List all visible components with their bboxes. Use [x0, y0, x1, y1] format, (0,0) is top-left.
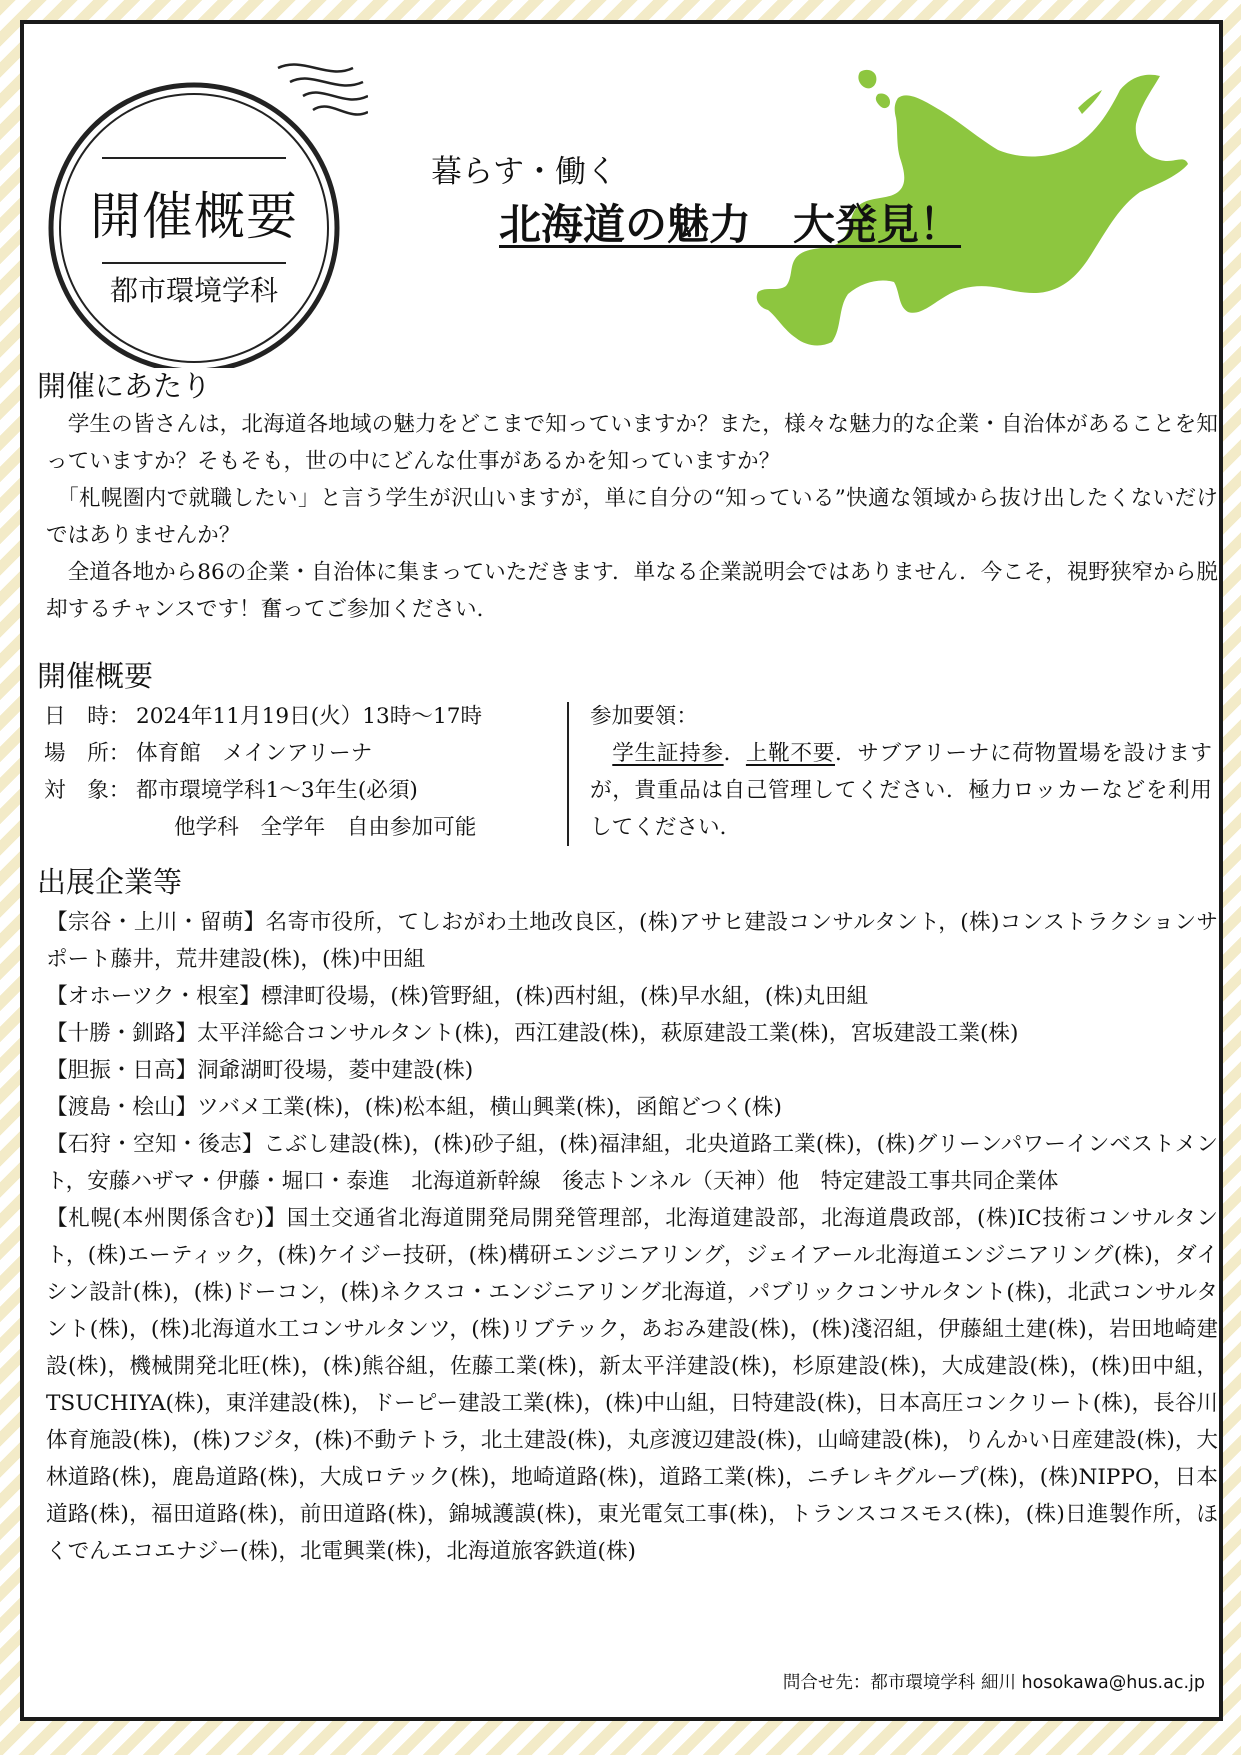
- overview-heading: 開催概要: [37, 659, 154, 693]
- participation-label: 参加要領：: [590, 704, 698, 729]
- company-list: 国土交通省北海道開発局開発管理部，北海道建設部，北海道農政部，(株)IC技術コンサルタント，(株)エーティック，(株)ケイジー技研，(株)構研エンジニアリング，ジェイアール北海道エンジニアリング(株)，ダイシン設計(株)，(株)ドーコン，(株)ネクスコ・エンジニアリング北海道，パブリックコンサルタント(株)，北武コンサルタント(株)，(株)北海道水工コンサルタンツ，(株)リブテック，あおみ建設(株)，(株)淺沼組，伊藤組土建(株)，岩田地崎建設(株)，機械開発北旺(株)，(株)熊谷組，佐藤工業(株)，新太平洋建設(株)，杉原建設(株)，大成建設(株)，(株)田中組，TSUCHIYA(株)，東洋建設(株)，ドーピー建設工業(株)，(株)中山組，日特建設(株)，日本高圧コンクリート(株)，長谷川体育施設(株)，(株)フジタ，(株)不動テトラ，北土建設(株)，丸彦渡辺建設(株)，山﨑建設(株)，りんかい日産建設(株)，大林道路(株)，鹿島道路(株)，大成ロテック(株)，地崎道路(株)，道路工業(株)，ニチレキグループ(株)，(株)NIPPO，日本道路(株)，福田道路(株)，前田道路(株)，錦城護謨(株)，東光電気工事(株)，トランスコスモス(株)，(株)日進製作所，ほくでんエコエナジー(株)，北電興業(株)，北海道旅客鉄道(株): [46, 1206, 1218, 1564]
- separator: ．: [723, 741, 746, 766]
- region-label: 【十勝・釧路】: [46, 1021, 198, 1046]
- region-label: 【宗谷・上川・留萌】: [46, 910, 266, 935]
- region-label: 【胆振・日高】: [46, 1058, 198, 1083]
- overview-row-value: 2024年11月19日(火）13時～17時: [136, 704, 483, 729]
- company-list: こぶし建設(株)，(株)砂子組，(株)福津組，北央道路工業(株)，(株)グリーンパワーインベストメント，安藤ハザマ・伊藤・堀口・泰進 北海道新幹線 後志トンネル（天神）他 特定建設工事共同企業体: [46, 1132, 1218, 1194]
- company-list: 太平洋総合コンサルタント(株)，西江建設(株)，萩原建設工業(株)，宮坂建設工業(株): [197, 1021, 1019, 1046]
- exhibitor-group: [46, 1200, 1218, 1570]
- intro-paragraph-text: 全道各地から86の企業・自治体に集まっていただきます．単なる企業説明会ではありません．今こそ，視野狭窄から脱却するチャンスです！奮ってご参加ください．: [46, 560, 1218, 622]
- overview-row-value: 都市環境学科1～3年生(必須): [136, 778, 418, 803]
- contact-info: 問合せ先：都市環境学科 細川 hosokawa@hus.ac.jp: [782, 1673, 1205, 1693]
- exhibitor-group: [46, 1089, 1218, 1126]
- no-indoor-shoes-note: 上靴不要: [745, 741, 835, 766]
- flyer: [20, 20, 1223, 1721]
- vertical-divider: [567, 702, 569, 846]
- exhibitor-group: [46, 904, 1218, 978]
- exhibitors-heading: 出展企業等: [37, 865, 183, 899]
- company-list: 標津町役場，(株)管野組，(株)西村組，(株)早水組，(株)丸田組: [260, 984, 869, 1009]
- region-label: 【石狩・空知・後志】: [46, 1132, 264, 1157]
- intro-paragraph: [46, 406, 1218, 480]
- event-stamp: [38, 38, 368, 368]
- stamp-subtitle: 都市環境学科: [109, 274, 278, 307]
- participation-text: [590, 735, 1212, 846]
- company-list: ツバメ工業(株)，(株)松本組，横山興業(株)，函館どつく(株): [197, 1095, 782, 1120]
- region-label: 【渡島・桧山】: [46, 1095, 198, 1120]
- tagline: 暮らす・働く: [431, 154, 617, 190]
- company-list: 名寄市役所，てしおがわ土地改良区，(株)アサヒ建設コンサルタント，(株)コンストラクションサポート藤井，荒井建設(株)，(株)中田組: [46, 910, 1218, 972]
- exhibitor-list: [46, 904, 1218, 1570]
- intro-paragraph: [46, 554, 1218, 628]
- exhibitor-group: [46, 978, 1218, 1015]
- intro-text: [46, 406, 1218, 628]
- region-label: 【札幌(本州関係含む)】: [46, 1206, 287, 1231]
- overview-row: [44, 698, 482, 735]
- participation-rest: ．サブアリーナに荷物置場を設けますが，貴重品は自己管理してください．極力ロッカーなどを利用してください．: [590, 741, 1212, 840]
- intro-heading: 開催にあたり: [37, 369, 212, 403]
- overview-row-label: 場 所：: [44, 741, 131, 766]
- participation-box: [590, 698, 1212, 846]
- company-list: 洞爺湖町役場，菱中建設(株): [197, 1058, 474, 1083]
- overview-row-value: 体育館 メインアリーナ: [136, 741, 373, 766]
- overview-row: [44, 735, 482, 772]
- intro-paragraph-text: 学生の皆さんは，北海道各地域の魅力をどこまで知っていますか？また，様々な魅力的な企業・自治体があることを知っていますか？そもそも，世の中にどんな仕事があるかを知っていますか？: [46, 412, 1218, 474]
- region-label: 【オホーツク・根室】: [46, 984, 261, 1009]
- overview-row: [44, 772, 482, 809]
- headline: 北海道の魅力 大発見！: [499, 200, 962, 249]
- intro-paragraph-text: 「札幌圏内で就職したい」と言う学生が沢山いますが，単に自分の“知っている”快適な領域から抜け出したくないだけではありませんか？: [46, 486, 1218, 548]
- overview-details: [44, 698, 482, 846]
- overview-row-label: 日 時：: [44, 704, 131, 729]
- exhibitor-group: [46, 1126, 1218, 1200]
- exhibitor-group: [46, 1015, 1218, 1052]
- exhibitor-group: [46, 1052, 1218, 1089]
- student-id-requirement: 学生証持参: [612, 741, 724, 766]
- overview-extra-line: 他学科 全学年 自由参加可能: [174, 815, 477, 840]
- stamp-title: 開催概要: [89, 188, 298, 247]
- overview-row-label: 対 象：: [44, 778, 131, 803]
- intro-paragraph: [46, 480, 1218, 554]
